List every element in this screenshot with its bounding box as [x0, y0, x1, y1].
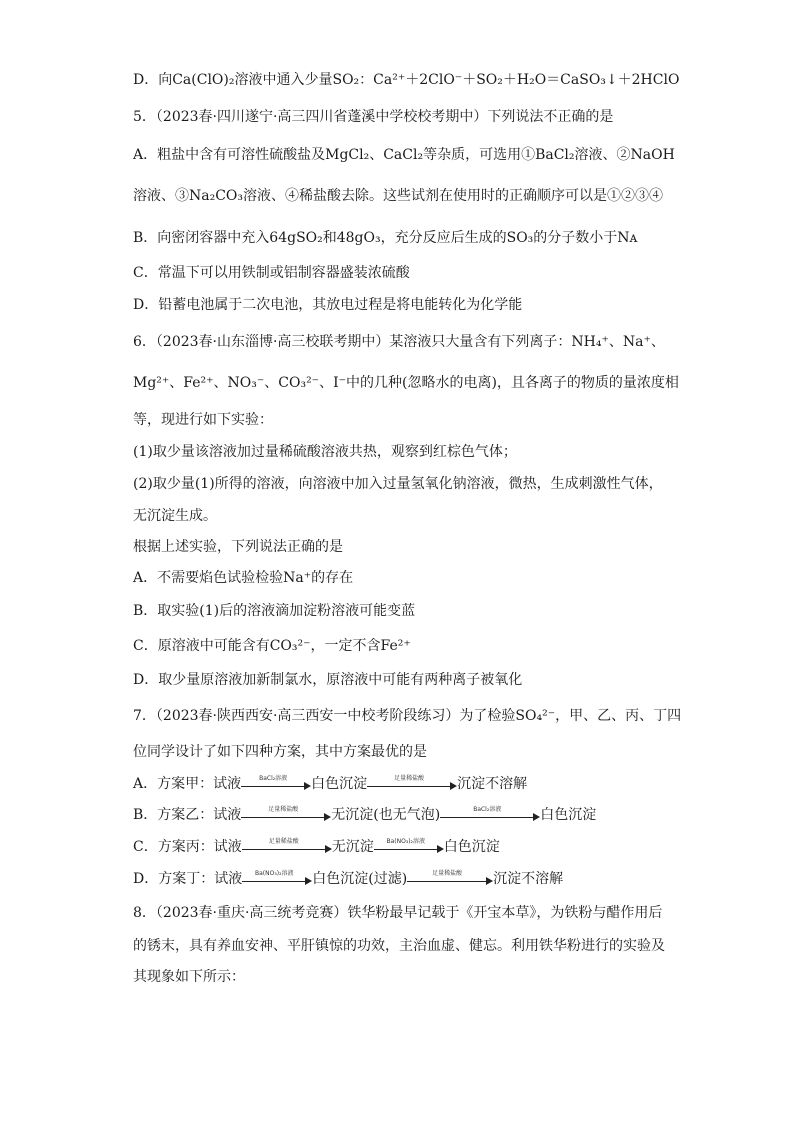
- q5-option-c: C．常温下可以用铁制或铝制容器盛装浓硫酸: [133, 265, 410, 281]
- reaction-arrow: [374, 840, 444, 854]
- q7-stem-line1: 7．（2023春·陕西西安·高三西安一中校考阶段练习）为了检验SO₄²⁻，甲、乙、丙、丁四: [133, 708, 682, 724]
- q6-experiment-2-line2: 无沉淀生成。: [133, 508, 217, 524]
- q6-question: 根据上述实验，下列说法正确的是: [133, 539, 343, 555]
- q5-option-b: B．向密闭容器中充入64gSO₂和48gO₃，充分反应后生成的SO₃的分子数小于Nᴀ: [133, 230, 638, 246]
- scheme-result: 白色沉淀: [443, 839, 500, 855]
- arrow-label: BaCl₂溶液: [473, 806, 502, 813]
- q8-stem-line1: 8．（2023春·重庆·高三统考竞赛）铁华粉最早记载于《开宝本草》，为铁粉与醋作用后: [133, 905, 663, 921]
- scheme-prefix: A．方案甲：试液: [133, 776, 242, 792]
- reaction-arrow: [242, 840, 332, 854]
- q6-stem-line1: 6．（2023春·山东淄博·高三校联考期中）某溶液只大量含有下列离子：NH₄⁺、Na⁺、: [133, 334, 665, 350]
- q6-experiment-1: (1)取少量该溶液加过量稀硫酸溶液共热，观察到红棕色气体；: [133, 444, 517, 460]
- reaction-arrow: [440, 808, 540, 822]
- reaction-arrow: [241, 777, 311, 791]
- q6-option-b: B．取实验(1)后的溶液滴加淀粉溶液可能变蓝: [133, 603, 416, 619]
- scheme-intermediate: 白色沉淀: [311, 776, 368, 792]
- arrow-label: Ba(NO₃)₂溶液: [386, 838, 425, 845]
- q5-option-a-line1: A．粗盐中含有可溶性硫酸盐及MgCl₂、CaCl₂等杂质，可选用①BaCl₂溶液、②NaOH: [133, 147, 675, 163]
- arrow-label: BaCl₂溶液: [259, 775, 288, 782]
- q6-experiment-2-line1: (2)取少量(1)所得的溶液，向溶液中加入过量氢氧化钠溶液，微热，生成刺激性气体，: [133, 476, 663, 492]
- reaction-arrow: [407, 872, 493, 886]
- q4-option-d: D．向Ca(ClO)₂溶液中通入少量SO₂：Ca²⁺＋2ClO⁻＋SO₂＋H₂O＝CaSO₃↓＋2HClO: [133, 72, 680, 88]
- reaction-arrow: [241, 808, 331, 822]
- arrow-label: 足量稀盐酸: [394, 775, 425, 782]
- arrow-label: 足量稀盐酸: [268, 838, 299, 845]
- q5-option-a-line2: 溶液、③Na₂CO₃溶液、④稀盐酸去除。这些试剂在使用时的正确顺序可以是①②③④: [133, 188, 664, 204]
- scheme-intermediate: 白色沉淀(过滤): [312, 871, 408, 887]
- scheme-intermediate: 无沉淀: [331, 839, 374, 855]
- arrow-label: 足量稀盐酸: [268, 806, 299, 813]
- q7-option-a: [133, 774, 527, 794]
- q6-option-d: D．取少量原溶液加新制氯水，原溶液中可能有两种离子被氧化: [133, 672, 523, 688]
- scheme-intermediate: 无沉淀(也无气泡): [331, 807, 441, 823]
- scheme-prefix: B．方案乙：试液: [133, 807, 242, 823]
- q7-option-c: [133, 837, 500, 857]
- scheme-prefix: C．方案丙：试液: [133, 839, 242, 855]
- q7-stem-line2: 位同学设计了如下四种方案，其中方案最优的是: [133, 744, 427, 760]
- scheme-prefix: D．方案丁：试液: [133, 871, 243, 887]
- q8-stem-line2: 的锈末，具有养血安神、平肝镇惊的功效，主治血虚、健忘。利用铁华粉进行的实验及: [133, 938, 665, 954]
- q6-option-a: A．不需要焰色试验检验Na⁺的存在: [133, 570, 354, 586]
- q7-option-b: [133, 805, 596, 825]
- q5-option-d: D．铅蓄电池属于二次电池，其放电过程是将电能转化为化学能: [133, 297, 523, 313]
- scheme-result: 沉淀不溶解: [457, 776, 528, 792]
- scheme-result: 沉淀不溶解: [493, 871, 564, 887]
- reaction-arrow: [367, 777, 457, 791]
- q5-stem: 5．（2023春·四川遂宁·高三四川省蓬溪中学校校考期中）下列说法不正确的是: [133, 109, 614, 125]
- scheme-result: 白色沉淀: [540, 807, 597, 823]
- q8-stem-line3: 其现象如下所示：: [133, 969, 245, 985]
- arrow-label: 足量稀盐酸: [432, 870, 463, 877]
- q6-option-c: C．原溶液中可能含有CO₃²⁻，一定不含Fe²⁺: [133, 638, 411, 654]
- q6-stem-line2: Mg²⁺、Fe²⁺、NO₃⁻、CO₃²⁻、I⁻中的几种(忽略水的电离)，且各离子的物质的量浓度相: [133, 375, 679, 391]
- arrow-label: Ba(NO₃)₂溶液: [254, 870, 294, 877]
- q7-option-d: [133, 869, 563, 889]
- reaction-arrow: [242, 872, 312, 886]
- q6-stem-line3: 等，现进行如下实验：: [133, 412, 273, 428]
